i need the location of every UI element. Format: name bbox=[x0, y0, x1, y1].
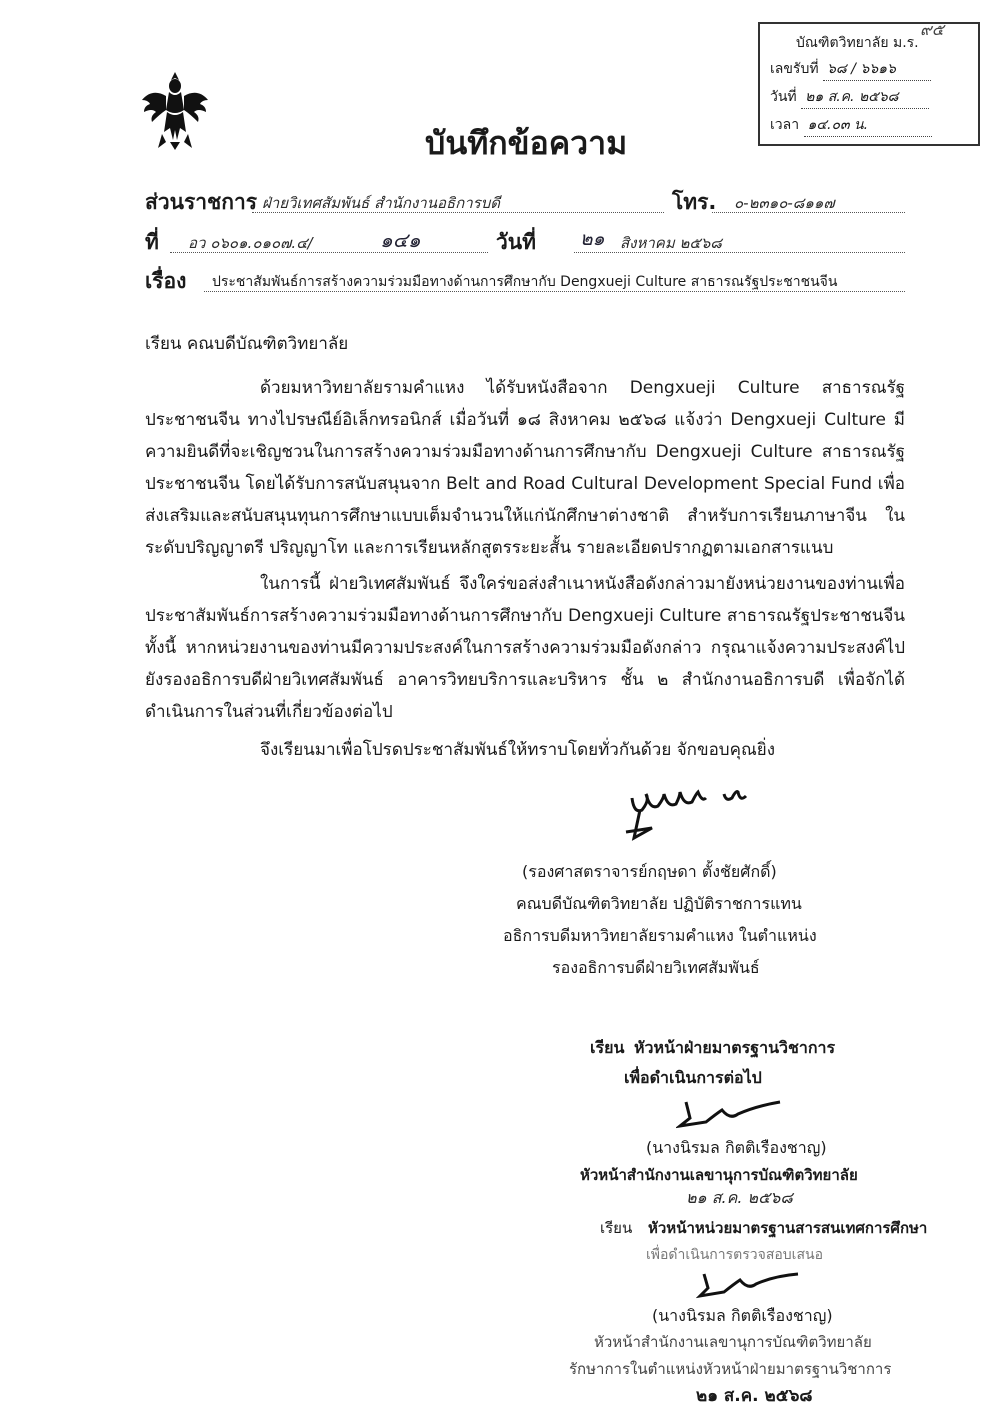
tel-label: โทร. bbox=[672, 190, 717, 214]
ref-value: อว ๐๖๐๑.๐๑๐๗.๔/ bbox=[188, 234, 313, 252]
stamp-recv-value: ๖๘ / ๖๖๑๖ bbox=[823, 58, 931, 81]
stamp-org: บัณฑิตวิทยาลัย ม.ร. bbox=[796, 35, 919, 51]
page-number: ๙๕ bbox=[920, 20, 944, 39]
stamp-date-row bbox=[770, 86, 929, 109]
note1-to-label: เรียน bbox=[590, 1038, 625, 1057]
document-title: บันทึกข้อความ bbox=[425, 124, 628, 162]
note1-name: (นางนิรมล กิตติเรืองชาญ) bbox=[646, 1138, 827, 1157]
note1-date: ๒๑ ส.ค. ๒๕๖๘ bbox=[686, 1188, 793, 1207]
note1-action: เพื่อดำเนินการต่อไป bbox=[624, 1068, 762, 1087]
stamp-time-label: เวลา bbox=[770, 117, 800, 133]
note1-position: หัวหน้าสำนักงานเลขานุการบัณฑิตวิทยาลัย bbox=[580, 1166, 858, 1184]
stamp-time-row bbox=[770, 114, 932, 137]
stamp-date-value: ๒๑ ส.ค. ๒๕๖๘ bbox=[801, 86, 929, 109]
signature-note2 bbox=[696, 1268, 806, 1302]
subject-label: เรื่อง bbox=[145, 269, 187, 293]
salutation: เรียน คณบดีบัณฑิตวิทยาลัย bbox=[145, 334, 349, 354]
signatory-line1: คณบดีบัณฑิตวิทยาลัย ปฏิบัติราชการแทน bbox=[516, 894, 802, 913]
date-rest: สิงหาคม ๒๕๖๘ bbox=[620, 234, 722, 252]
note2-date: ๒๑ ส.ค. ๒๕๖๘ bbox=[696, 1386, 813, 1406]
note2-to-value: หัวหน้าหน่วยมาตรฐานสารสนเทศการศึกษา bbox=[648, 1219, 928, 1237]
body-paragraph-2: ในการนี้ ฝ่ายวิเทศสัมพันธ์ จึงใคร่ขอส่งสำเนาหนังสือดังกล่าวมายังหน่วยงานของท่านเพื่อประชาสัมพันธ์การสร้างความร่วมมือทางด้านการศึกษากับ Dengxueji Culture สาธารณรัฐประชาชนจีน ทั้งนี้ หากหน่วยงานของท่านมีความประสงค์ในการสร้างความร่วมมือดังกล่าว กรุณาแจ้งความประสงค์ไปยังรองอธิการบดีฝ่ายวิเทศสัมพันธ์ อาคารวิทยบริการและบริหาร ชั้น ๒ สำนักงานอธิการบดี เพื่อจักได้ดำเนินการในส่วนที่เกี่ยวข้องต่อไป bbox=[145, 574, 905, 722]
stamp-time-value: ๑๔.๐๓ น. bbox=[804, 114, 932, 137]
signatory-line2: อธิการบดีมหาวิทยาลัยรามคำแหง ในตำแหน่ง bbox=[503, 926, 817, 945]
subject-value: ประชาสัมพันธ์การสร้างความร่วมมือทางด้านการศึกษากับ Dengxueji Culture สาธารณรัฐประชาชนจีน bbox=[212, 274, 838, 290]
stamp-recv-label: เลขรับที่ bbox=[770, 61, 819, 77]
note2-position: หัวหน้าสำนักงานเลขานุการบัณฑิตวิทยาลัย bbox=[594, 1333, 872, 1351]
date-label: วันที่ bbox=[496, 230, 536, 254]
receive-stamp bbox=[758, 22, 980, 146]
dept-label: ส่วนราชการ bbox=[145, 190, 258, 214]
date-day: ๒๑ bbox=[580, 228, 605, 250]
tel-value: ๐-๒๓๑๐-๘๑๑๗ bbox=[734, 194, 835, 212]
note2-name: (นางนิรมล กิตติเรืองชาญ) bbox=[652, 1306, 833, 1325]
closing-text: จึงเรียนมาเพื่อโปรดประชาสัมพันธ์ให้ทราบโดยทั่วกันด้วย จักขอบคุณยิ่ง bbox=[260, 740, 775, 760]
dept-value: ฝ่ายวิเทศสัมพันธ์ สำนักงานอธิการบดี bbox=[262, 194, 500, 212]
signature-note1 bbox=[676, 1096, 786, 1132]
note2-to-label: เรียน bbox=[600, 1219, 633, 1237]
signatory-line3: รองอธิการบดีฝ่ายวิเทศสัมพันธ์ bbox=[552, 958, 760, 977]
note1-to-value: หัวหน้าฝ่ายมาตรฐานวิชาการ bbox=[634, 1038, 836, 1057]
ref-number: ๑๔๑ bbox=[380, 228, 421, 252]
garuda-emblem-icon bbox=[140, 70, 210, 152]
ref-label: ที่ bbox=[145, 230, 159, 254]
signatory-name: (รองศาสตราจารย์กฤษดา ตั้งชัยศักดิ์) bbox=[522, 862, 777, 881]
note2-acting: รักษาการในตำแหน่งหัวหน้าฝ่ายมาตรฐานวิชาการ bbox=[569, 1360, 892, 1378]
body-paragraph-1: ด้วยมหาวิทยาลัยรามคำแหง ได้รับหนังสือจาก Dengxueji Culture สาธารณรัฐประชาชนจีน ทางไปรษณีย์อิเล็กทรอนิกส์ เมื่อวันที่ ๑๘ สิงหาคม ๒๕๖๘ แจ้งว่า Dengxueji Culture มีความยินดีที่จะเชิญชวนในการสร้างความร่วมมือทางด้านการศึกษากับ Dengxueji Culture สาธารณรัฐประชาชนจีน โดยได้รับการสนับสนุนจาก Belt and Road Cultural Development Special Fund เพื่อส่งเสริมและสนับสนุนทุนการศึกษาแบบเต็มจำนวนให้แก่นักศึกษาต่างชาติ สำหรับการเรียนภาษาจีน ในระดับปริญญาตรี ปริญญาโท และการเรียนหลักสูตรระยะสั้น รายละเอียดปรากฏตามเอกสารแนบ bbox=[145, 378, 905, 558]
note2-action: เพื่อดำเนินการตรวจสอบเสนอ bbox=[646, 1247, 823, 1263]
stamp-recv-row bbox=[770, 58, 931, 81]
signature-dean bbox=[620, 780, 770, 850]
stamp-date-label: วันที่ bbox=[770, 89, 797, 105]
